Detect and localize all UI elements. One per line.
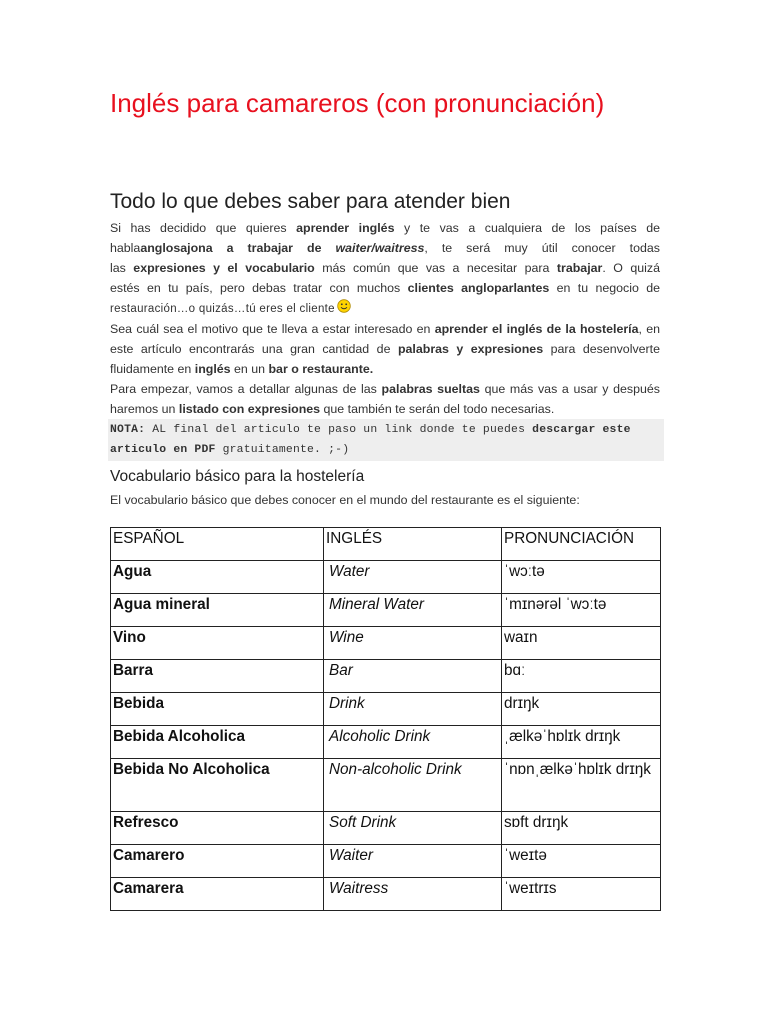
cell-spanish: Camarero [111, 845, 324, 878]
text: , te será muy útil conocer todas [424, 241, 660, 255]
cell-spanish: Agua [111, 561, 324, 594]
bold-text: trabajar [556, 261, 603, 275]
bold-text: aprender inglés [296, 221, 395, 235]
cell-pronunciation: ˈweɪtrɪs [502, 878, 661, 911]
cell-english: Soft Drink [324, 812, 502, 845]
note-box [108, 419, 664, 461]
bold-text: clientes angloparlantes [407, 281, 550, 295]
cell-english: Waitress [324, 878, 502, 911]
vocabulary-table [110, 527, 661, 911]
cell-pronunciation: waɪn [502, 627, 661, 660]
cell-pronunciation: ˌælkəˈhɒlɪk drɪŋk [502, 726, 661, 759]
table-row [111, 812, 661, 845]
table-row [111, 594, 661, 627]
cell-spanish: Vino [111, 627, 324, 660]
cell-english: Wine [324, 627, 502, 660]
cell-pronunciation: ˈweɪtə [502, 845, 661, 878]
cell-pronunciation: ˈnɒnˌælkəˈhɒlɪk drɪŋk [502, 759, 661, 812]
cell-pronunciation: ˈmɪnərəl ˈwɔːtə [502, 594, 661, 627]
cell-pronunciation: drɪŋk [502, 693, 661, 726]
text: y te vas a cualquiera de los países de [404, 221, 660, 235]
text: , en este artículo encontrarás una gran cantidad de [110, 322, 661, 356]
cell-english: Mineral Water [324, 594, 502, 627]
section-intro: El vocabulario básico que debes conocer en el mundo del restaurante es el siguiente: [110, 493, 580, 507]
column-header: PRONUNCIACIÓN [502, 528, 661, 561]
cell-english: Non-alcoholic Drink [324, 759, 502, 812]
article-body [110, 218, 660, 461]
section-heading: Vocabulario básico para la hostelería [110, 468, 365, 485]
text: Sea cuál sea el motivo que te lleva a estar interesado en [110, 322, 431, 336]
table-row [111, 878, 661, 911]
table-row [111, 660, 661, 693]
cell-english: Bar [324, 660, 502, 693]
paragraph-line [110, 278, 660, 298]
note-link-text: descargar este articulo en PDF [110, 424, 631, 456]
cell-spanish: Bebida Alcoholica [111, 726, 324, 759]
note-text: gratuitamente. ;-) [222, 444, 350, 456]
cell-spanish: Refresco [111, 812, 324, 845]
text: que más vas a usar y después haremos un [110, 382, 660, 416]
text: en un [234, 362, 266, 376]
text: para desenvolverte fluidamente en [110, 342, 661, 376]
cell-pronunciation: sɒft drɪŋk [502, 812, 661, 845]
table-row [111, 759, 661, 812]
table-row [111, 726, 661, 759]
bold-text: aprender el inglés de la hostelería [434, 322, 639, 336]
text: que también te serán del todo necesarias. [323, 402, 555, 416]
paragraph-line [110, 218, 660, 238]
cell-spanish: Bebida [111, 693, 324, 726]
text: restauración…o quizás…tú eres el cliente [110, 303, 335, 315]
bold-italic-text: waiter/waitress [335, 241, 425, 255]
text: más común que vas a necesitar para [322, 261, 550, 275]
text: en tu negocio de [556, 281, 660, 295]
cell-spanish: Camarera [111, 878, 324, 911]
smiley-icon [337, 299, 351, 313]
table-row [111, 627, 661, 660]
table-row [111, 845, 661, 878]
text: Si has decidido que quieres [110, 221, 287, 235]
note-text: AL final del articulo te paso un link donde te puedes [152, 424, 526, 436]
bold-text: palabras sueltas [381, 382, 480, 396]
note-label: NOTA: [110, 424, 146, 436]
bold-text: inglés [194, 362, 231, 376]
text: estés en tu país, pero debas tratar con muchos [110, 281, 401, 295]
paragraph-motivo [110, 319, 660, 379]
cell-english: Water [324, 561, 502, 594]
paragraph-line [110, 258, 660, 278]
cell-spanish: Agua mineral [111, 594, 324, 627]
cell-pronunciation: bɑː [502, 660, 661, 693]
bold-text: anglosajona a trabajar de [140, 241, 322, 255]
page-title: Inglés para camareros (con pronunciación) [110, 88, 605, 118]
column-header: INGLÉS [324, 528, 502, 561]
text: . O quizá [602, 261, 660, 275]
cell-english: Drink [324, 693, 502, 726]
cell-pronunciation: ˈwɔːtə [502, 561, 661, 594]
cell-spanish: Bebida No Alcoholica [111, 759, 324, 812]
table-row [111, 561, 661, 594]
text: las [110, 261, 126, 275]
page-subtitle: Todo lo que debes saber para atender bien [110, 190, 511, 213]
text: Para empezar, vamos a detallar algunas de las [110, 382, 377, 396]
text: habla [110, 241, 141, 255]
cell-spanish: Barra [111, 660, 324, 693]
cell-english: Alcoholic Drink [324, 726, 502, 759]
cell-english: Waiter [324, 845, 502, 878]
paragraph-empezar [110, 379, 660, 419]
paragraph-line [110, 238, 660, 258]
bold-text: listado con expresiones [178, 402, 321, 416]
table-row [111, 693, 661, 726]
bold-text: palabras y expresiones [397, 342, 544, 356]
paragraph-intro [110, 218, 660, 319]
paragraph-line [110, 298, 660, 319]
column-header: ESPAÑOL [111, 528, 324, 561]
bold-text: expresiones y el vocabulario [133, 261, 315, 275]
bold-text: bar o restaurante. [268, 362, 374, 376]
table-header-row [111, 528, 661, 561]
